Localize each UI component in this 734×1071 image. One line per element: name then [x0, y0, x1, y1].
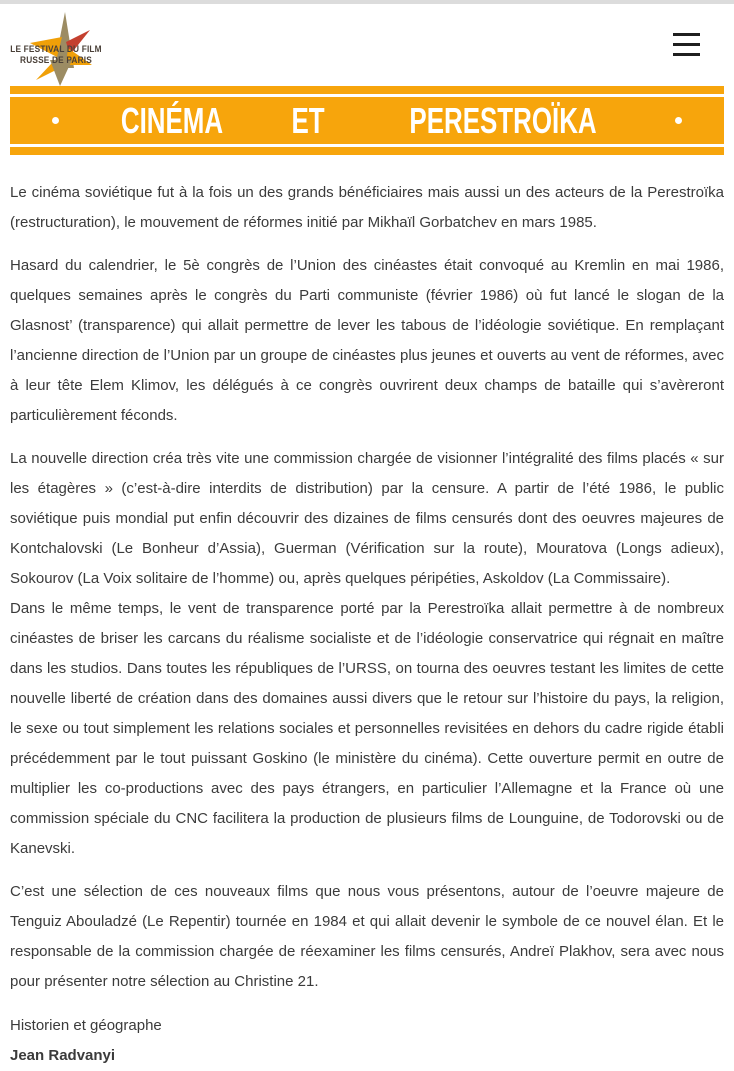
page-title-word-1: CINÉMA	[120, 99, 224, 141]
article-paragraph-5: C’est une sélection de ces nouveaux films que nous vous présentons, autour de l’oeuvre majeure de Tenguiz Abouladzé (Le Repentir) tournée en 1984 et qui allait devenir le symbole de ce nouvel élan. Et le responsable de la commission chargée de réexaminer les films censurés, Andreï Plakhov, sera avec nous pour présenter notre sélection au Christine 21.	[10, 883, 724, 990]
article-paragraph-2: Hasard du calendrier, le 5è congrès de l’Union des cinéastes était convoqué au Kremlin en mai 1986, quelques semaines après le congrès du Parti communiste (février 1986) où fut lancé le slogan de la Glasnost’ (transparence) qui allait permettre de lever les tabous de l’idéologie soviétique. En remplaçant l’ancienne direction de l’Union par un groupe de cinéastes plus jeunes et ouverts au vent de réformes, avec à leur tête Elem Klimov, les délégués à ce congrès ouvrirent deux champs de bataille qui s’avèreront particulièrement féconds.	[10, 257, 724, 424]
dot-separator-icon	[52, 117, 59, 124]
article-paragraph-4: Dans le même temps, le vent de transparence porté par la Perestroïka allait permettre à de nombreux cinéastes de briser les carcans du réalisme socialiste et de l’idéologie conservatrice qui régnait en maître dans les studios. Dans toutes les républiques de l’URSS, on tourna des oeuvres testant les limites de cette nouvelle liberté de création dans des domaines aussi divers que le retour sur l’histoire du pays, la religion, le sexe ou tout simplement les relations sociales et personnelles revisitées en dehors du cadre rigide établi précédemment par le tout puissant Goskino (le ministère du cinéma). Cette ouverture permit en outre de multiplier les co-productions avec des pays étrangers, en particulier l’Allemagne et la France où une commission spéciale du CNC facilitera la production de plusieurs films de Lounguine, de Todorovski ou de Kanevski.	[10, 600, 724, 857]
logo-text-line2: RUSSE DE PARIS	[20, 55, 92, 65]
page-title-word-3: PERESTROÏKA	[409, 99, 597, 141]
article-paragraph-3: La nouvelle direction créa très vite une commission chargée de visionner l’intégralité des films placés « sur les étagères » (c’est-à-dire interdits de distribution) par la censure. A partir de l’été 1986, le public soviétique puis mondial put enfin découvrir des dizaines de films censurés dont des oeuvres majeures de Kontchalovski (Le Bonheur d’Assia), Guerman (Vérification sur la route), Mouratova (Longs adieux), Sokourov (La Voix solitaire de l’homme) ou, après quelques péripéties, Askoldov (La Commissaire).	[10, 450, 724, 587]
banner-title-band	[10, 97, 724, 144]
signature-role: Historien et géographe	[10, 1017, 162, 1034]
dot-separator-icon	[675, 117, 682, 124]
hamburger-icon	[673, 33, 700, 56]
menu-button[interactable]	[673, 32, 700, 57]
logo-text-line1: LE FESTIVAL DU FILM	[10, 44, 102, 54]
site-header	[0, 4, 734, 86]
page-title-word-2: ET	[291, 99, 325, 141]
article	[10, 155, 724, 1071]
signature-name: Jean Radvanyi	[10, 1047, 116, 1064]
logo-text	[10, 44, 102, 66]
festival-logo[interactable]	[10, 10, 120, 88]
title-banner	[10, 86, 724, 155]
article-paragraph-1: Le cinéma soviétique fut à la fois un des grands bénéficiaires mais aussi un des acteurs de la Perestroïka (restructuration), le mouvement de réformes initié par Mikhaïl Gorbatchev en mars 1985.	[10, 184, 724, 231]
banner-bottom-strip	[10, 147, 724, 155]
